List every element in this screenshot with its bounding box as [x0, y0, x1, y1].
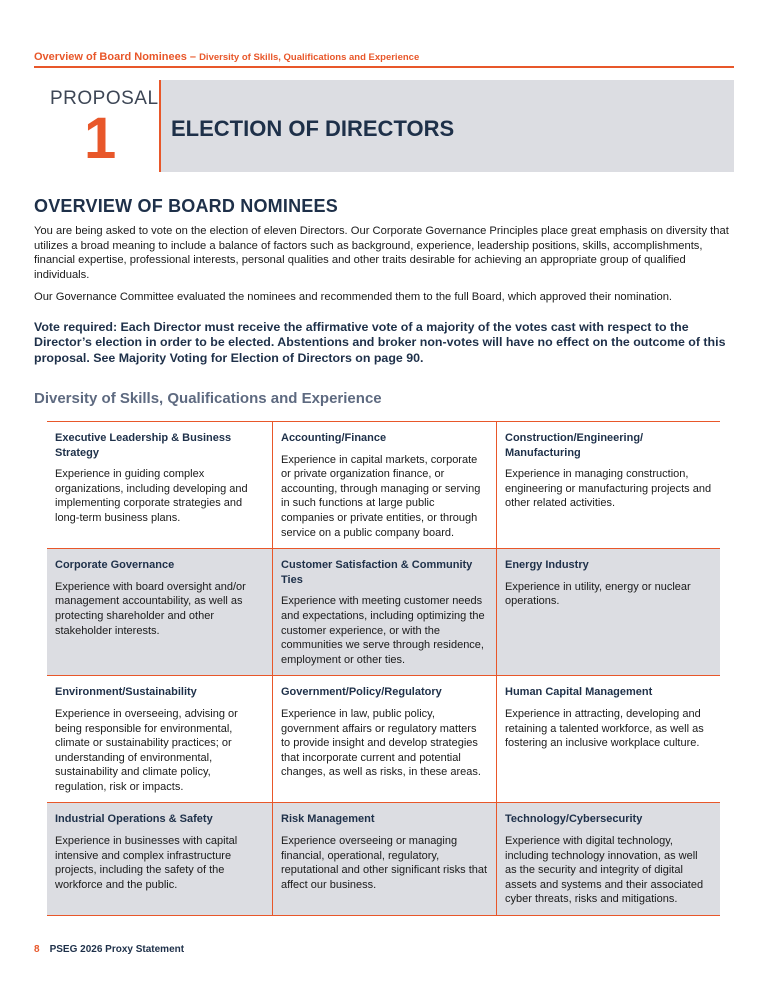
section-header-main: Overview of Board Nominees: [34, 51, 187, 63]
skill-description: Experience in businesses with capital intensive and complex infrastructure projects, including the safety of the workforce and the public.: [55, 835, 238, 891]
skill-description: Experience with meeting customer needs and expectations, including optimizing the customer experience, or with the communities we serve through residence, employment or other ties.: [281, 595, 485, 666]
skill-description: Experience in overseeing, advising or being responsible for environmental, climate or sustainability practices; or understanding of environmental, sustainability and climate policy, regulation, risk or impacts.: [55, 707, 238, 793]
section-header-separator: –: [186, 51, 200, 63]
skill-cell: [496, 422, 720, 548]
skill-title: Government/Policy/Regulatory: [281, 686, 442, 699]
skill-description: Experience with digital technology, including technology innovation, as well as the security and integrity of digital assets and systems and their associated cyber threats, risks and mitigations.: [505, 835, 704, 906]
proposal-label-block: [34, 80, 160, 174]
skill-title: Technology/Cybersecurity: [505, 813, 643, 826]
skill-title: Environment/Sustainability: [55, 686, 197, 699]
skill-title: Risk Management: [281, 813, 375, 826]
header-rule: [34, 66, 734, 68]
document-name: PSEG 2026 Proxy Statement: [49, 944, 185, 955]
diversity-heading: Diversity of Skills, Qualifications and Experience: [34, 390, 382, 407]
skill-description: Experience overseeing or managing financial, operational, regulatory, reputational and other significant risks that affect our business.: [281, 835, 488, 891]
skill-description: Experience in attracting, developing and retaining a talented workforce, as well as fostering an inclusive workplace culture.: [505, 707, 704, 750]
skill-cell: [47, 422, 272, 548]
skill-cell: [496, 803, 720, 915]
section-header: [34, 51, 734, 63]
skill-cell: [47, 803, 272, 915]
skill-description: Experience with board oversight and/or management accountability, as well as protecting shareholder and other stakeholder interests.: [55, 580, 246, 637]
skill-title: Construction/Engineering/ Manufacturing: [505, 432, 644, 459]
skills-row: [47, 676, 720, 803]
skill-description: Experience in managing construction, engineering or manufacturing projects and other related activities.: [505, 468, 712, 510]
proposal-title: ELECTION OF DIRECTORS: [171, 116, 455, 141]
skill-cell: [496, 549, 720, 675]
skills-row: [47, 549, 720, 676]
skill-title: Energy Industry: [505, 559, 589, 572]
skill-cell: [47, 549, 272, 675]
overview-paragraph-2: Our Governance Committee evaluated the nominees and recommended them to the full Board, which approved their nomination.: [34, 291, 673, 303]
skill-description: Experience in law, public policy, government affairs or regulatory matters to provide insight and develop strategies that incorporate current and potential changes, as well as risks, in these areas.: [281, 707, 481, 779]
skill-cell: [272, 422, 496, 548]
page-number: 8: [34, 944, 40, 955]
skill-cell: [272, 676, 496, 802]
skill-title: Corporate Governance: [55, 559, 175, 572]
skill-title: Customer Satisfaction & Community Ties: [281, 559, 473, 586]
skill-cell: [272, 803, 496, 915]
section-header-sub: Diversity of Skills, Qualifications and Experience: [199, 52, 420, 63]
skill-title: Industrial Operations & Safety: [55, 813, 213, 826]
skills-row: [47, 803, 720, 916]
skills-table: [47, 421, 720, 916]
proposal-title-block: [161, 80, 734, 172]
proposal-word: PROPOSAL: [50, 88, 159, 109]
skill-title: Human Capital Management: [505, 686, 653, 699]
skill-cell: [272, 549, 496, 675]
proposal-number: 1: [84, 106, 117, 171]
skill-description: Experience in utility, energy or nuclear operations.: [505, 580, 691, 608]
skill-description: Experience in guiding complex organizations, including developing and implementing corporate strategies and long-term business plans.: [55, 468, 248, 524]
vote-required-note: Vote required: Each Director must receive the affirmative vote of a majority of the votes cast with respect to the Director’s election in order to be elected. Abstentions and broker non-votes will have no effect on the outcome of this proposal. See Majority Voting for Election of Directors on page 90.: [34, 320, 726, 365]
overview-paragraph-1: You are being asked to vote on the election of eleven Directors. Our Corporate Governance Principles place great emphasis on diversity that utilizes a broad meaning to include a balance of factors such as background, experience, leadership positions, skills, accomplishments, financial expertise, professional interests, personal qualities and other traits desirable for achieving an appropriate group of qualified individuals.: [34, 225, 729, 281]
skill-title: Executive Leadership & Business Strategy: [55, 432, 232, 459]
overview-heading: OVERVIEW OF BOARD NOMINEES: [34, 196, 338, 216]
skill-description: Experience in capital markets, corporate or private organization finance, or accounting, through managing or serving in such functions at large public companies or private entities, or through service on a public company board.: [281, 453, 481, 539]
skill-cell: [47, 676, 272, 802]
page-footer: [34, 944, 184, 955]
skills-row: [47, 422, 720, 549]
skill-cell: [496, 676, 720, 802]
skill-title: Accounting/Finance: [281, 432, 387, 444]
proposal-banner: [34, 80, 734, 174]
